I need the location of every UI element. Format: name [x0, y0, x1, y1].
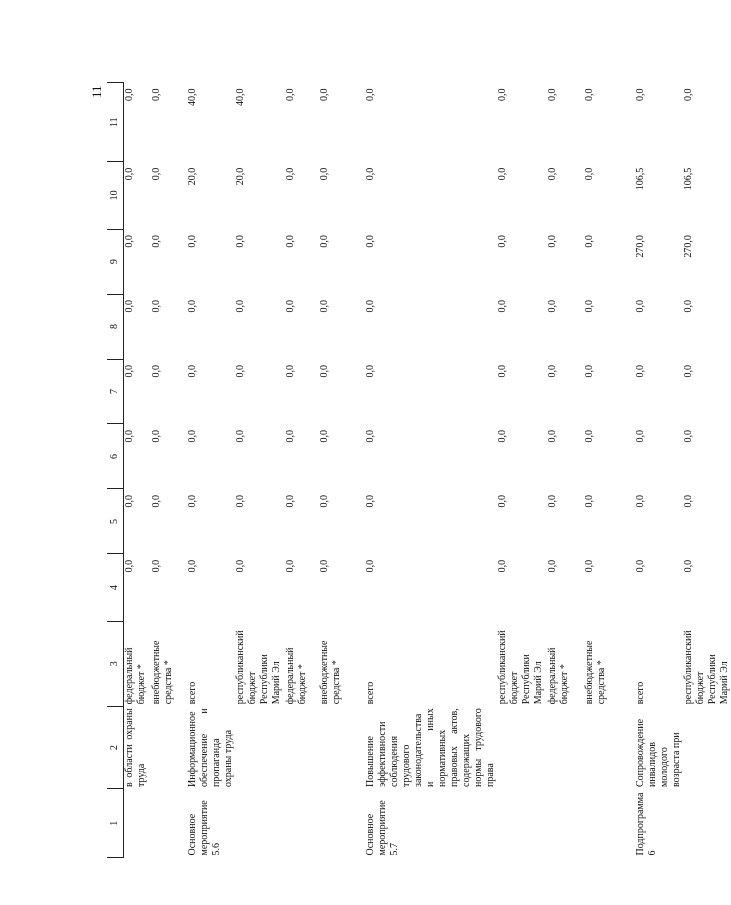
cell-value: 0,0	[634, 88, 646, 101]
cell-value: 0,0	[634, 300, 646, 313]
cell-value: 0,0	[364, 559, 376, 573]
cell-title: Информационное обеспечение и пропаганда охраны труда	[186, 708, 234, 787]
cell-value: 0,0	[634, 365, 646, 378]
table-header-row	[107, 83, 124, 858]
cell-source: внебюджетные средства *	[318, 640, 342, 705]
cell-value: 0,0	[364, 235, 376, 248]
cell-value: 0,0	[186, 429, 198, 443]
table-body	[124, 83, 731, 858]
cell-source: всего	[634, 681, 646, 705]
cell-value: 0,0	[496, 235, 508, 248]
cell-source: республиканский бюджет Республики Марий Эл	[496, 630, 544, 705]
cell-value: 0,0	[682, 300, 694, 313]
table-row	[497, 83, 547, 858]
cell-value: 0,0	[583, 300, 595, 313]
cell-title: Повышение эффективности соблюдения трудового законодательства и иных нормативных правовых актов, содержащих нормы трудового права	[364, 708, 496, 787]
cell-value: 0,0	[682, 429, 694, 443]
column-header: 11	[107, 83, 124, 162]
budget-table	[107, 82, 731, 858]
cell-value: 0,0	[634, 429, 646, 443]
cell-value: 0,0	[546, 429, 558, 443]
cell-value: 0,0	[150, 235, 162, 248]
table-row	[547, 83, 584, 858]
cell-value: 0,0	[318, 429, 330, 443]
column-header: 2	[107, 706, 124, 789]
cell-value: 0,0	[284, 235, 296, 248]
cell-value: 0,0	[124, 429, 135, 443]
cell-title	[235, 706, 285, 789]
cell-program	[584, 789, 629, 858]
column-header: 5	[107, 489, 124, 554]
cell-value: 0,0	[546, 365, 558, 378]
cell-value: 0,0	[150, 494, 162, 508]
cell-value: 0,0	[546, 167, 558, 181]
table-row	[151, 83, 181, 858]
cell-title	[151, 706, 181, 789]
cell-program	[319, 789, 359, 858]
cell-value: 20,0	[186, 167, 198, 186]
column-header: 10	[107, 162, 124, 229]
cell-value: 0,0	[234, 300, 246, 313]
cell-value: 40,0	[186, 88, 198, 106]
cell-program: Подпрограмма 6	[634, 792, 658, 856]
cell-value: 0,0	[364, 167, 376, 181]
cell-value: 0,0	[634, 559, 646, 573]
cell-title	[683, 706, 731, 789]
cell-title: в области охраны труда	[124, 708, 147, 787]
cell-source: федеральный бюджет *	[546, 647, 570, 705]
cell-value: 0,0	[318, 235, 330, 248]
cell-source: федеральный бюджет *	[284, 647, 308, 705]
table-row	[584, 83, 629, 858]
cell-value: 106,5	[682, 167, 694, 191]
cell-source: всего	[364, 681, 376, 705]
cell-value: 0,0	[318, 494, 330, 508]
cell-value: 0,0	[496, 494, 508, 508]
cell-value: 0,0	[234, 429, 246, 443]
table-row	[235, 83, 285, 858]
cell-value: 0,0	[150, 300, 162, 313]
cell-value: 0,0	[186, 235, 198, 248]
cell-program	[151, 789, 181, 858]
cell-value: 0,0	[284, 167, 296, 181]
cell-value: 0,0	[124, 235, 135, 248]
cell-title	[319, 706, 359, 789]
cell-value: 0,0	[284, 88, 296, 101]
cell-value: 270,0	[634, 235, 646, 258]
cell-value: 0,0	[186, 300, 198, 313]
table-row	[629, 83, 683, 858]
cell-value: 0,0	[124, 167, 135, 181]
table-row	[181, 83, 235, 858]
cell-value: 0,0	[682, 494, 694, 508]
cell-value: 0,0	[583, 494, 595, 508]
cell-value: 0,0	[546, 494, 558, 508]
cell-value: 0,0	[682, 365, 694, 378]
table-row	[359, 83, 497, 858]
cell-program: Основное мероприятие 5.7	[364, 800, 400, 856]
column-header: 8	[107, 294, 124, 359]
cell-value: 0,0	[234, 235, 246, 248]
cell-source: внебюджетные средства *	[150, 640, 174, 705]
cell-value: 0,0	[634, 494, 646, 508]
cell-value: 0,0	[583, 365, 595, 378]
cell-value: 0,0	[318, 167, 330, 181]
table-row	[319, 83, 359, 858]
cell-value: 40,0	[234, 88, 246, 106]
cell-value: 0,0	[364, 300, 376, 313]
cell-value: 0,0	[234, 365, 246, 378]
cell-value: 0,0	[124, 365, 135, 378]
cell-value: 0,0	[234, 559, 246, 573]
cell-value: 0,0	[546, 235, 558, 248]
cell-source: внебюджетные средства *	[583, 640, 607, 705]
cell-value: 0,0	[318, 88, 330, 101]
cell-value: 0,0	[318, 300, 330, 313]
cell-value: 0,0	[284, 494, 296, 508]
cell-title: Сопровождение инвалидов молодого возраста при	[634, 718, 682, 787]
cell-value: 0,0	[682, 88, 694, 101]
cell-value: 270,0	[682, 235, 694, 258]
cell-value: 0,0	[583, 235, 595, 248]
cell-value: 0,0	[124, 494, 135, 508]
cell-value: 0,0	[364, 429, 376, 443]
cell-title	[497, 706, 547, 789]
column-header: 7	[107, 359, 124, 424]
cell-program	[683, 789, 731, 858]
rotated-content	[89, 82, 730, 888]
cell-source: всего	[186, 681, 198, 705]
column-header: 1	[107, 789, 124, 858]
cell-value: 0,0	[284, 365, 296, 378]
cell-value: 0,0	[234, 494, 246, 508]
cell-value: 0,0	[583, 88, 595, 101]
cell-value: 0,0	[150, 365, 162, 378]
cell-value: 0,0	[124, 559, 135, 573]
cell-value: 0,0	[546, 300, 558, 313]
cell-title	[285, 706, 319, 789]
cell-value: 0,0	[124, 300, 135, 313]
cell-value: 0,0	[546, 88, 558, 101]
cell-title	[547, 706, 584, 789]
cell-value: 0,0	[150, 88, 162, 101]
cell-value: 0,0	[318, 365, 330, 378]
column-header: 3	[107, 621, 124, 706]
cell-value: 0,0	[284, 559, 296, 573]
cell-value: 0,0	[496, 88, 508, 101]
cell-value: 0,0	[496, 429, 508, 443]
cell-value: 0,0	[186, 494, 198, 508]
cell-program	[497, 789, 547, 858]
cell-value: 0,0	[583, 559, 595, 573]
cell-value: 106,5	[634, 167, 646, 191]
page-number: 11	[89, 85, 104, 98]
cell-source: федеральный бюджет *	[124, 647, 147, 705]
cell-value: 0,0	[150, 559, 162, 573]
cell-program: Основное мероприятие 5.6	[186, 800, 222, 856]
table-row	[285, 83, 319, 858]
table-row	[124, 83, 151, 858]
table-row	[683, 83, 731, 858]
column-header: 4	[107, 554, 124, 621]
cell-program	[235, 789, 285, 858]
cell-program	[547, 789, 584, 858]
cell-value: 0,0	[682, 559, 694, 573]
cell-value: 0,0	[496, 559, 508, 573]
cell-value: 0,0	[124, 88, 135, 101]
cell-value: 0,0	[284, 300, 296, 313]
cell-value: 0,0	[364, 88, 376, 101]
cell-value: 0,0	[496, 167, 508, 181]
cell-value: 0,0	[284, 429, 296, 443]
cell-value: 0,0	[546, 559, 558, 573]
cell-value: 0,0	[364, 365, 376, 378]
cell-value: 0,0	[186, 559, 198, 573]
cell-program	[285, 789, 319, 858]
cell-value: 20,0	[234, 167, 246, 186]
column-header: 6	[107, 424, 124, 489]
cell-value: 0,0	[150, 429, 162, 443]
cell-value: 0,0	[150, 167, 162, 181]
cell-program	[124, 789, 151, 858]
cell-value: 0,0	[496, 300, 508, 313]
cell-value: 0,0	[318, 559, 330, 573]
cell-source: республиканский бюджет Республики Марий Эл	[234, 630, 282, 705]
cell-value: 0,0	[496, 365, 508, 378]
cell-title	[584, 706, 629, 789]
cell-value: 0,0	[186, 365, 198, 378]
cell-value: 0,0	[583, 167, 595, 181]
cell-value: 0,0	[583, 429, 595, 443]
cell-source: республиканский бюджет Республики Марий Эл	[682, 630, 730, 705]
column-header: 9	[107, 229, 124, 294]
cell-value: 0,0	[364, 494, 376, 508]
